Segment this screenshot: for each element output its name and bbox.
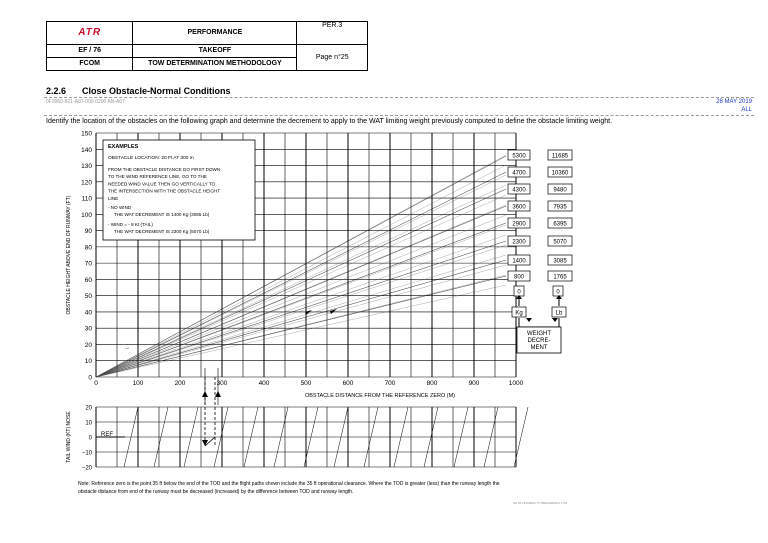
kg-value: 4700	[512, 170, 526, 177]
y-tick-label: 140	[81, 146, 92, 154]
decrement-line-minor	[96, 265, 506, 377]
ref-label: REF	[101, 432, 113, 438]
header-section: TAKEOFF	[133, 44, 297, 57]
decrement-line	[96, 223, 506, 377]
lb-value: 7935	[553, 204, 567, 211]
link-arrowhead	[526, 318, 532, 322]
y-tick-label: 130	[81, 163, 92, 171]
example-arrowhead	[202, 440, 208, 446]
kg-value: 5300	[512, 153, 526, 160]
x-tick-label: 600	[342, 380, 354, 387]
x-tick-label: 400	[258, 380, 270, 387]
decrement-line-minor	[96, 225, 506, 377]
note-text: Note: Reference zero is the point 35 ft below the end of the TOD and the flight paths shown include the 35 ft operational clearance. Where the TOD is greater (less) than the runway length the obstacle distance from end of the runway must be decreased (increased) by the difference between TOD and runway length.	[78, 481, 500, 495]
kg-value: 800	[513, 274, 525, 281]
wind-tick-label: 0	[88, 435, 92, 442]
examples-desc-line: FROM THE OBSTACLE DISTANCE GO FIRST DOWN	[108, 167, 221, 172]
doc-code: 0F3960-821-A07-000-0200 AN-A07	[46, 99, 125, 105]
wind-tick-label: 10	[85, 420, 92, 427]
example-arrowhead	[215, 391, 221, 397]
section-number: 2.2.6	[46, 86, 67, 96]
intro-text: Identify the location of the obstacles on the following graph and determine the decrement to apply to the WAT limiting weight previously computed to define the obstacle limiting weight.	[46, 118, 613, 125]
x-tick-label: 200	[174, 380, 186, 387]
examples-desc-line: TO THE WIND REFERENCE LINE, GO TO THE	[108, 174, 207, 180]
x-tick-label: 500	[300, 380, 312, 387]
y-tick-label: 30	[84, 325, 92, 333]
lb-value: 6395	[553, 221, 567, 228]
examples-desc-line: NEEDED WIND VALUE THEN GO VERTICALLY TO	[108, 181, 216, 187]
y-tick-label: 70	[84, 260, 92, 268]
examples-location: OBSTACLE LOCATION: 20 Ft AT 300 m	[108, 156, 194, 161]
wind-tick-label: −10	[81, 450, 92, 457]
example-marker: →	[124, 345, 130, 351]
doc-date: 28 MAY 2019	[716, 99, 752, 105]
kg-value: 4300	[512, 187, 526, 194]
lb-value: 11685	[551, 153, 569, 160]
y-tick-label: 50	[84, 293, 92, 301]
decrement-line-minor	[96, 235, 506, 377]
y-tick-label: 110	[81, 195, 92, 203]
doc-applicability: ALL	[741, 107, 752, 113]
weight-decrement-label: MENT	[530, 345, 548, 351]
header-subtitle: TOW DETERMINATION METHODOLOGY	[133, 57, 297, 70]
examples-tail-wind-value: THE WAT DECREMENT IS 2300 Kg (5070 Lb)	[114, 229, 210, 234]
y-tick-label: 120	[81, 179, 92, 187]
x-tick-label: 800	[426, 380, 438, 387]
y-tick-label: 40	[84, 309, 92, 317]
examples-no-wind-value: THE WAT DECREMENT IS 1400 Kg (3085 Lb)	[114, 212, 210, 217]
kg-value: 2300	[512, 239, 526, 246]
y-axis-label: OBSTACLE HEIGHT ABOVE END OF RUNWAY (FT)	[66, 195, 72, 315]
section-title: Close Obstacle-Normal Conditions	[82, 86, 231, 96]
header-category: PERFORMANCE	[133, 22, 297, 45]
wind-tick-label: −20	[81, 465, 92, 472]
examples-tail-wind: - WIND = - 8 Kt (TAIL)	[108, 222, 153, 227]
y-tick-label: 60	[84, 276, 92, 284]
x-tick-label: 300	[216, 380, 228, 387]
x-axis-label: OBSTACLE DISTANCE FROM THE REFERENCE ZERO (M)	[304, 393, 456, 399]
lb-value: 1765	[553, 274, 567, 281]
lb-value: 9480	[553, 187, 567, 194]
header-ref: PER.3	[297, 22, 368, 45]
lb-unit: Lb	[555, 310, 563, 317]
decrement-line	[96, 241, 506, 377]
lb-value: 3085	[553, 258, 567, 265]
x-tick-label: 0	[94, 380, 98, 387]
kg-unit: Kg	[515, 310, 523, 317]
lb-value: 5070	[553, 239, 567, 246]
kg-value: 1400	[512, 258, 526, 265]
weight-decrement-label: DECRE-	[527, 338, 551, 344]
decrement-line	[96, 260, 506, 377]
decrement-line	[96, 276, 506, 377]
x-tick-label: 1000	[508, 380, 524, 387]
x-tick-label: 700	[384, 380, 396, 387]
header-aircraft: EF / 76	[47, 44, 133, 57]
kg-value: 3600	[512, 204, 526, 211]
wind-axis-label: TAIL WIND (KT) NOSE	[66, 411, 72, 463]
kg-value: 2900	[512, 221, 526, 228]
examples-desc-line: THE INTERSECTION WITH THE OBSTACLE HEIGHT	[108, 188, 221, 194]
wind-tick-label: 20	[85, 405, 92, 412]
y-tick-label: 0	[88, 374, 92, 382]
decrement-line-minor	[96, 285, 506, 377]
decrement-line-minor	[96, 275, 506, 377]
lb-value: 0	[556, 289, 560, 296]
y-tick-label: 10	[84, 358, 92, 366]
atr-logo: ATR	[47, 22, 133, 45]
example-arrowhead	[202, 391, 208, 397]
footer-code: NA 25 F1000000 77 PERAN2200 2 1 5G	[513, 501, 568, 505]
weight-decrement-label: WEIGHT	[527, 331, 551, 337]
examples-title: EXAMPLES	[108, 144, 139, 150]
header-manual: FCOM	[47, 57, 133, 70]
decrement-line-minor	[96, 245, 506, 377]
y-tick-label: 90	[84, 228, 92, 236]
decrement-line-minor	[96, 255, 506, 377]
kg-value: 0	[517, 289, 521, 296]
x-tick-label: 900	[468, 380, 480, 387]
y-tick-label: 100	[81, 211, 92, 219]
y-tick-label: 20	[84, 341, 92, 349]
y-tick-label: 80	[84, 244, 92, 252]
header-page: Page n°25	[297, 44, 368, 71]
examples-desc-line: LINE	[108, 195, 119, 201]
lb-value: 10360	[551, 170, 569, 177]
examples-no-wind: - NO WIND	[108, 205, 132, 210]
x-tick-label: 100	[132, 380, 144, 387]
y-tick-label: 150	[81, 130, 92, 138]
link-arrowhead	[552, 318, 558, 322]
